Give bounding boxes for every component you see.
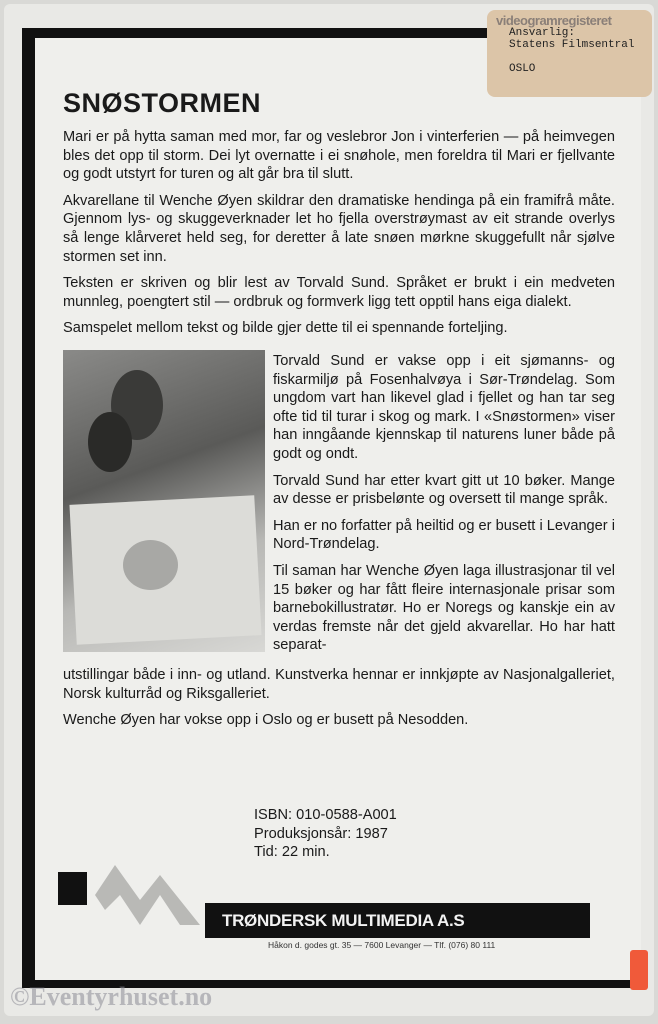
author-illustrator-photo — [63, 350, 265, 652]
production-year: Produksjonsår: 1987 — [254, 825, 388, 842]
paragraph: Wenche Øyen har vokse opp i Oslo og er busett på Nesodden. — [63, 712, 469, 729]
product-info — [254, 806, 397, 862]
sticker-line: Statens Filmsentral — [509, 39, 635, 51]
photo-painting-subject — [123, 540, 178, 590]
paragraph: Teksten er skriven og blir lest av Torvald Sund. Språket er brukt i ein medveten munnleg, poengtert stil — ordbruk og formverk ligg tett opptil hans eiga dialekt. — [63, 275, 615, 310]
logo-mountain-icon — [95, 855, 205, 935]
paragraph: utstillingar både i inn- og utland. Kunstverka hennar er innkjøpte av Nasjonalgalleriet, Norsk kulturråd og Riksgalleriet. — [63, 667, 615, 702]
publisher-name: TRØNDERSK MULTIMEDIA A.S — [205, 903, 590, 938]
paragraph: Torvald Sund har etter kvart gitt ut 10 bøker. Mange av desse er prisbelønte og oversett til mange språk. — [273, 472, 615, 508]
duration: Tid: 22 min. — [254, 844, 330, 861]
paragraph: Han er no forfatter på heiltid og er busett i Levanger i Nord-Trøndelag. — [273, 517, 615, 553]
isbn: ISBN: 010-0588-A001 — [254, 807, 397, 823]
paragraph: Akvarellane til Wenche Øyen skildrar den dramatiske hendinga på ein framifrå måte. Gjennom lys- og skuggeverknader let ho fjella overstrøymast av eit strande overlys så lenge klårveret held seg, for deretter å late snøen mørkne skuggefullt når sjølve stormen set inn. — [63, 192, 615, 265]
paragraph: Samspelet mellom tekst og bilde gjer dette til ei spennande forteljing. — [63, 320, 508, 337]
publisher-address: Håkon d. godes gt. 35 — 7600 Levanger — Tlf. (076) 80 111 — [268, 940, 496, 950]
paragraph: Mari er på hytta saman med mor, far og veslebror Jon i vinterferien — på heimvegen bles det opp til storm. Dei lyt overnatte i ei snøhole, men foreldra til Mari er fjellvante og godt utstyrt for turen og alt går bra til slutt. — [63, 129, 615, 183]
registry-sticker — [487, 10, 652, 97]
logo-square — [58, 872, 87, 905]
sticker-line: OSLO — [509, 63, 536, 75]
red-tab — [630, 950, 648, 990]
sticker-header: videogramregisteret — [496, 13, 612, 28]
page-title: SNØSTORMEN — [63, 88, 262, 118]
bio-text-continued — [63, 666, 615, 738]
sticker-line: Ansvarlig: — [509, 27, 576, 39]
intro-text — [63, 128, 615, 346]
paragraph: Til saman har Wenche Øyen laga illustrasjonar til vel 15 bøker og har fått fleire internasjonale prisar som barnebokillustratør. Ho er Noregs og kanskje ein av verdas fremste når det gjeld akvarellar. Ho har hatt separat- — [273, 562, 615, 654]
paragraph: Torvald Sund er vakse opp i eit sjømanns- og fiskarmiljø på Fosenhalvøya i Sør-Trøndelag. Som ungdom vart han likevel glad i fjellet og han tar seg ofte tid til turar i skog og mark. I «Snøstormen» viser han inngåande kjennskap til naturens luner både på godt og ondt. — [273, 353, 615, 462]
photo-figure — [88, 412, 132, 472]
watermark: ©Eventyrhuset.no — [10, 982, 213, 1011]
bio-text — [273, 352, 615, 663]
